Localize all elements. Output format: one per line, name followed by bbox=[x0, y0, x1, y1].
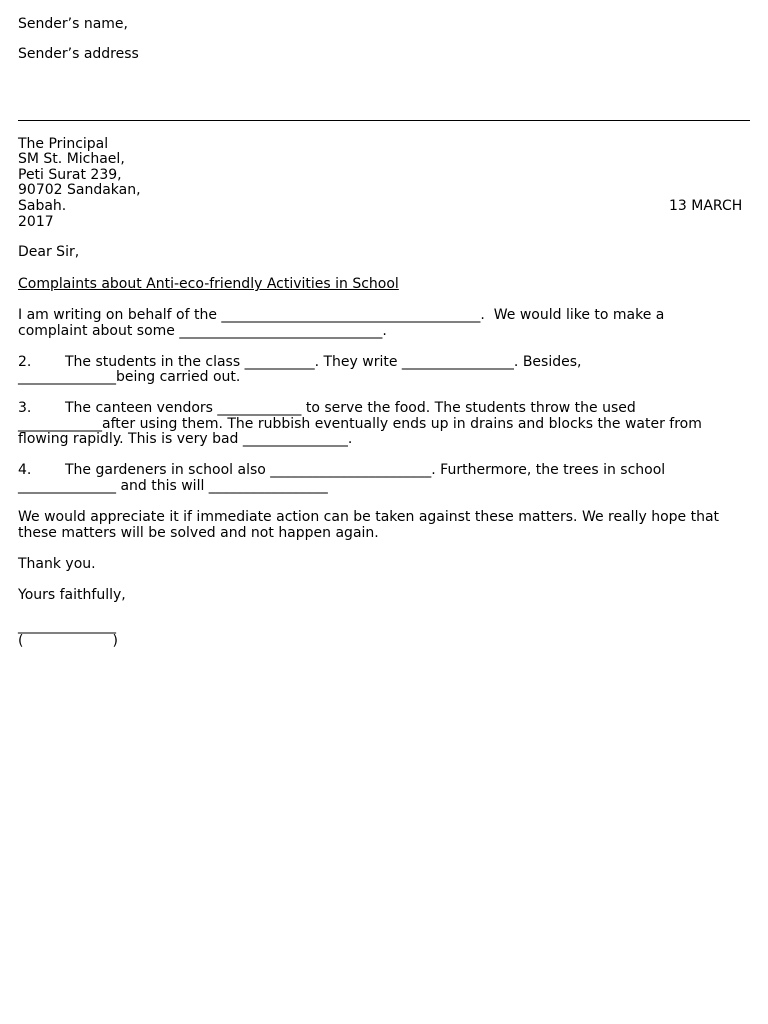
address-divider bbox=[18, 120, 750, 121]
paragraph-2-line-2: ______________being carried out. bbox=[18, 369, 241, 385]
signature-line: ______________ bbox=[18, 618, 116, 634]
paragraph-2-number: 2. bbox=[18, 354, 32, 370]
paragraph-3-line-1 bbox=[18, 401, 636, 417]
paragraph-1-line-2: complaint about some _____________________________. bbox=[18, 323, 387, 339]
paragraph-3-line-2: ____________after using them. The rubbish eventually ends up in drains and blocks the water from bbox=[18, 416, 702, 432]
paragraph-1-line-1: I am writing on behalf of the _____________________________________. We would like to make a bbox=[18, 307, 665, 323]
closing-line: Yours faithfully, bbox=[18, 587, 126, 603]
paragraph-5-line-1: We would appreciate it if immediate action can be taken against these matters. We really hope that bbox=[18, 509, 720, 525]
sender-address: Sender’s address bbox=[18, 46, 139, 62]
letter-date: 13 MARCH bbox=[669, 198, 743, 214]
thanks-line: Thank you. bbox=[18, 556, 96, 572]
recipient-state: Sabah. bbox=[18, 198, 67, 214]
sender-name: Sender’s name, bbox=[18, 16, 128, 32]
paragraph-4-text: The gardeners in school also _______________________. Furthermore, the trees in school bbox=[65, 462, 666, 478]
signature-name-brackets: ( ) bbox=[18, 633, 118, 649]
paragraph-3-text: The canteen vendors ____________ to serve the food. The students throw the used bbox=[65, 400, 636, 416]
paragraph-4-number: 4. bbox=[18, 462, 32, 478]
paragraph-5-line-2: these matters will be solved and not happen again. bbox=[18, 525, 379, 541]
subject-heading: Complaints about Anti-eco-friendly Activities in School bbox=[18, 276, 399, 292]
paragraph-4-line-2: ______________ and this will _________________ bbox=[18, 478, 328, 494]
paragraph-3-number: 3. bbox=[18, 400, 32, 416]
paragraph-3-line-3: flowing rapidly. This is very bad _______________. bbox=[18, 431, 353, 447]
paragraph-4-line-1 bbox=[18, 463, 665, 479]
recipient-school: SM St. Michael, bbox=[18, 151, 125, 167]
letter-year: 2017 bbox=[18, 214, 54, 230]
salutation: Dear Sir, bbox=[18, 244, 80, 260]
recipient-po-box: Peti Surat 239, bbox=[18, 167, 122, 183]
recipient-title: The Principal bbox=[18, 136, 109, 152]
paragraph-2-text: The students in the class __________. They write ________________. Besides, bbox=[65, 354, 582, 370]
recipient-postcode: 90702 Sandakan, bbox=[18, 182, 141, 198]
